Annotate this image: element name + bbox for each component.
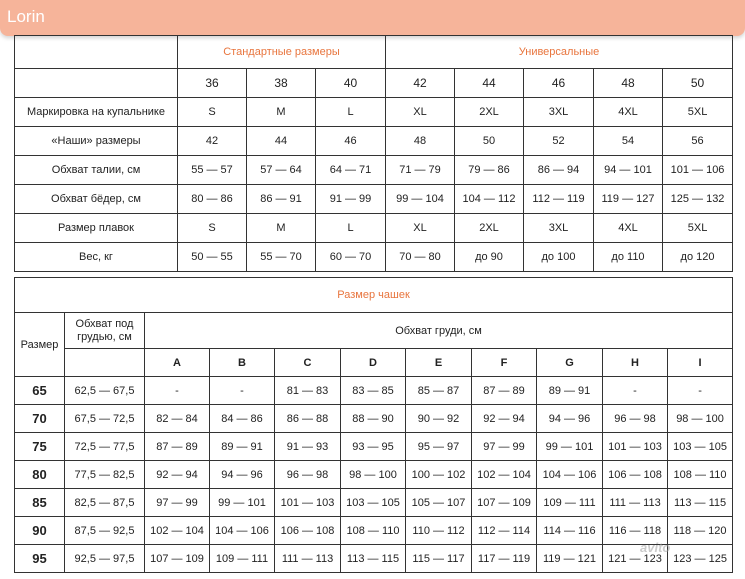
empty-cell <box>65 349 145 377</box>
value-cell: 101 — 106 <box>663 156 733 185</box>
value-cell: 48 <box>386 127 455 156</box>
bust-value-cell: 89 — 91 <box>537 377 603 405</box>
value-cell: 104 — 112 <box>455 185 524 214</box>
size-row <box>15 214 733 243</box>
value-cell: 50 — 55 <box>178 243 247 272</box>
bust-value-cell: 90 — 92 <box>406 405 472 433</box>
cup-row <box>15 461 733 489</box>
brand-name: Lorin <box>7 7 45 26</box>
value-cell: 52 <box>524 127 594 156</box>
bust-value-cell: - <box>145 377 210 405</box>
bust-value-cell: 114 — 116 <box>537 517 603 545</box>
bust-value-cell: 87 — 89 <box>145 433 210 461</box>
bust-value-cell: 88 — 90 <box>341 405 406 433</box>
value-cell: 112 — 119 <box>524 185 594 214</box>
underbust-cell: 87,5 — 92,5 <box>65 517 145 545</box>
value-cell: до 120 <box>663 243 733 272</box>
underbust-cell: 77,5 — 82,5 <box>65 461 145 489</box>
bust-value-cell: 84 — 86 <box>210 405 275 433</box>
bust-value-cell: 115 — 117 <box>406 545 472 573</box>
size-row <box>15 243 733 272</box>
value-cell: 4XL <box>594 214 663 243</box>
bust-value-cell: - <box>603 377 668 405</box>
value-cell: 70 — 80 <box>386 243 455 272</box>
size-header-cell: 42 <box>386 69 455 98</box>
watermark: avito <box>640 540 671 555</box>
cup-letter-header: A <box>145 349 210 377</box>
bust-value-cell: 97 — 99 <box>472 433 537 461</box>
bust-value-cell: 121 — 123 <box>603 545 668 573</box>
bust-value-cell: 103 — 105 <box>668 433 733 461</box>
underbust-cell: 62,5 — 67,5 <box>65 377 145 405</box>
row-label: Вес, кг <box>15 243 178 272</box>
value-cell: 71 — 79 <box>386 156 455 185</box>
group-universal-header: Универсальные <box>386 36 733 69</box>
bust-value-cell: 117 — 119 <box>472 545 537 573</box>
value-cell: 99 — 104 <box>386 185 455 214</box>
underbust-cell: 67,5 — 72,5 <box>65 405 145 433</box>
standard-size-table <box>14 35 733 272</box>
col-underbust-header: Обхват под грудью, см <box>65 313 145 349</box>
bust-value-cell: 82 — 84 <box>145 405 210 433</box>
bust-value-cell: 116 — 118 <box>603 517 668 545</box>
bust-value-cell: 93 — 95 <box>341 433 406 461</box>
value-cell: 94 — 101 <box>594 156 663 185</box>
bust-value-cell: 99 — 101 <box>537 433 603 461</box>
row-label: Обхват талии, см <box>15 156 178 185</box>
value-cell: S <box>178 214 247 243</box>
cup-letter-header: D <box>341 349 406 377</box>
value-cell: 50 <box>455 127 524 156</box>
cup-letter-header: B <box>210 349 275 377</box>
underbust-cell: 72,5 — 77,5 <box>65 433 145 461</box>
bust-value-cell: 118 — 120 <box>668 517 733 545</box>
underbust-cell: 92,5 — 97,5 <box>65 545 145 573</box>
size-row <box>15 156 733 185</box>
bust-value-cell: 108 — 110 <box>341 517 406 545</box>
value-cell: 4XL <box>594 98 663 127</box>
bust-value-cell: 104 — 106 <box>210 517 275 545</box>
cup-letter-header: G <box>537 349 603 377</box>
bust-value-cell: 103 — 105 <box>341 489 406 517</box>
value-cell: 3XL <box>524 214 594 243</box>
bust-value-cell: 112 — 114 <box>472 517 537 545</box>
bust-value-cell: 100 — 102 <box>406 461 472 489</box>
size-header-cell: 46 <box>524 69 594 98</box>
cup-letter-header: I <box>668 349 733 377</box>
value-cell: 56 <box>663 127 733 156</box>
value-cell: до 110 <box>594 243 663 272</box>
band-size-cell: 85 <box>15 489 65 517</box>
value-cell: 2XL <box>455 214 524 243</box>
bust-value-cell: 92 — 94 <box>145 461 210 489</box>
bust-value-cell: 105 — 107 <box>406 489 472 517</box>
value-cell: 64 — 71 <box>316 156 386 185</box>
bust-value-cell: 106 — 108 <box>603 461 668 489</box>
bust-value-cell: 109 — 111 <box>210 545 275 573</box>
cup-letter-header: H <box>603 349 668 377</box>
value-cell: S <box>178 98 247 127</box>
value-cell: 80 — 86 <box>178 185 247 214</box>
value-cell: до 90 <box>455 243 524 272</box>
value-cell: 46 <box>316 127 386 156</box>
value-cell: 86 — 94 <box>524 156 594 185</box>
value-cell: L <box>316 98 386 127</box>
size-header-cell: 40 <box>316 69 386 98</box>
bust-value-cell: 87 — 89 <box>472 377 537 405</box>
value-cell: 55 — 70 <box>247 243 316 272</box>
bust-value-cell: 111 — 113 <box>275 545 341 573</box>
size-row <box>15 185 733 214</box>
value-cell: 55 — 57 <box>178 156 247 185</box>
cup-table-title: Размер чашек <box>15 278 733 313</box>
row-label: «Наши» размеры <box>15 127 178 156</box>
value-cell: XL <box>386 214 455 243</box>
value-cell: 60 — 70 <box>316 243 386 272</box>
cup-size-table <box>14 277 733 573</box>
group-standard-header: Стандартные размеры <box>178 36 386 69</box>
size-header-cell: 50 <box>663 69 733 98</box>
bust-value-cell: 96 — 98 <box>603 405 668 433</box>
bust-value-cell: 113 — 115 <box>668 489 733 517</box>
value-cell: 54 <box>594 127 663 156</box>
value-cell: M <box>247 214 316 243</box>
band-size-cell: 95 <box>15 545 65 573</box>
row-label: Маркировка на купальнике <box>15 98 178 127</box>
value-cell: 79 — 86 <box>455 156 524 185</box>
value-cell: 5XL <box>663 98 733 127</box>
size-header-cell: 38 <box>247 69 316 98</box>
bust-value-cell: 113 — 115 <box>341 545 406 573</box>
band-size-cell: 70 <box>15 405 65 433</box>
bust-value-cell: 107 — 109 <box>145 545 210 573</box>
bust-value-cell: 91 — 93 <box>275 433 341 461</box>
bust-value-cell: 85 — 87 <box>406 377 472 405</box>
size-row <box>15 127 733 156</box>
col-size-header: Размер <box>15 313 65 377</box>
value-cell: 3XL <box>524 98 594 127</box>
bust-value-cell: 101 — 103 <box>275 489 341 517</box>
corner-cell <box>15 36 178 69</box>
cup-row <box>15 377 733 405</box>
size-label-cell <box>15 69 178 98</box>
value-cell: до 100 <box>524 243 594 272</box>
cup-row <box>15 405 733 433</box>
cup-row <box>15 517 733 545</box>
bust-value-cell: 101 — 103 <box>603 433 668 461</box>
cup-row <box>15 489 733 517</box>
bust-value-cell: 96 — 98 <box>275 461 341 489</box>
band-size-cell: 65 <box>15 377 65 405</box>
cup-letter-header: E <box>406 349 472 377</box>
band-size-cell: 90 <box>15 517 65 545</box>
cup-letter-header: F <box>472 349 537 377</box>
col-bust-header: Обхват груди, см <box>145 313 733 349</box>
value-cell: L <box>316 214 386 243</box>
bust-value-cell: - <box>210 377 275 405</box>
bust-value-cell: 104 — 106 <box>537 461 603 489</box>
bust-value-cell: 106 — 108 <box>275 517 341 545</box>
size-header-cell: 36 <box>178 69 247 98</box>
bust-value-cell: 111 — 113 <box>603 489 668 517</box>
value-cell: 44 <box>247 127 316 156</box>
bust-value-cell: 89 — 91 <box>210 433 275 461</box>
bust-value-cell: 95 — 97 <box>406 433 472 461</box>
bust-value-cell: - <box>668 377 733 405</box>
bust-value-cell: 98 — 100 <box>668 405 733 433</box>
bust-value-cell: 81 — 83 <box>275 377 341 405</box>
value-cell: XL <box>386 98 455 127</box>
value-cell: 2XL <box>455 98 524 127</box>
cup-row <box>15 433 733 461</box>
bust-value-cell: 98 — 100 <box>341 461 406 489</box>
underbust-cell: 82,5 — 87,5 <box>65 489 145 517</box>
bust-value-cell: 99 — 101 <box>210 489 275 517</box>
size-row <box>15 98 733 127</box>
band-size-cell: 75 <box>15 433 65 461</box>
bust-value-cell: 83 — 85 <box>341 377 406 405</box>
value-cell: 86 — 91 <box>247 185 316 214</box>
row-label: Размер плавок <box>15 214 178 243</box>
bust-value-cell: 110 — 112 <box>406 517 472 545</box>
bust-value-cell: 108 — 110 <box>668 461 733 489</box>
size-header-cell: 48 <box>594 69 663 98</box>
value-cell: 57 — 64 <box>247 156 316 185</box>
bust-value-cell: 97 — 99 <box>145 489 210 517</box>
bust-value-cell: 92 — 94 <box>472 405 537 433</box>
bust-value-cell: 102 — 104 <box>145 517 210 545</box>
value-cell: M <box>247 98 316 127</box>
bust-value-cell: 94 — 96 <box>210 461 275 489</box>
bust-value-cell: 102 — 104 <box>472 461 537 489</box>
app-header <box>0 0 745 36</box>
band-size-cell: 80 <box>15 461 65 489</box>
cup-row <box>15 545 733 573</box>
value-cell: 119 — 127 <box>594 185 663 214</box>
value-cell: 5XL <box>663 214 733 243</box>
cup-letter-header: C <box>275 349 341 377</box>
bust-value-cell: 86 — 88 <box>275 405 341 433</box>
bust-value-cell: 119 — 121 <box>537 545 603 573</box>
value-cell: 42 <box>178 127 247 156</box>
bust-value-cell: 109 — 111 <box>537 489 603 517</box>
value-cell: 125 — 132 <box>663 185 733 214</box>
row-label: Обхват бёдер, см <box>15 185 178 214</box>
value-cell: 91 — 99 <box>316 185 386 214</box>
size-header-cell: 44 <box>455 69 524 98</box>
bust-value-cell: 123 — 125 <box>668 545 733 573</box>
bust-value-cell: 107 — 109 <box>472 489 537 517</box>
bust-value-cell: 94 — 96 <box>537 405 603 433</box>
